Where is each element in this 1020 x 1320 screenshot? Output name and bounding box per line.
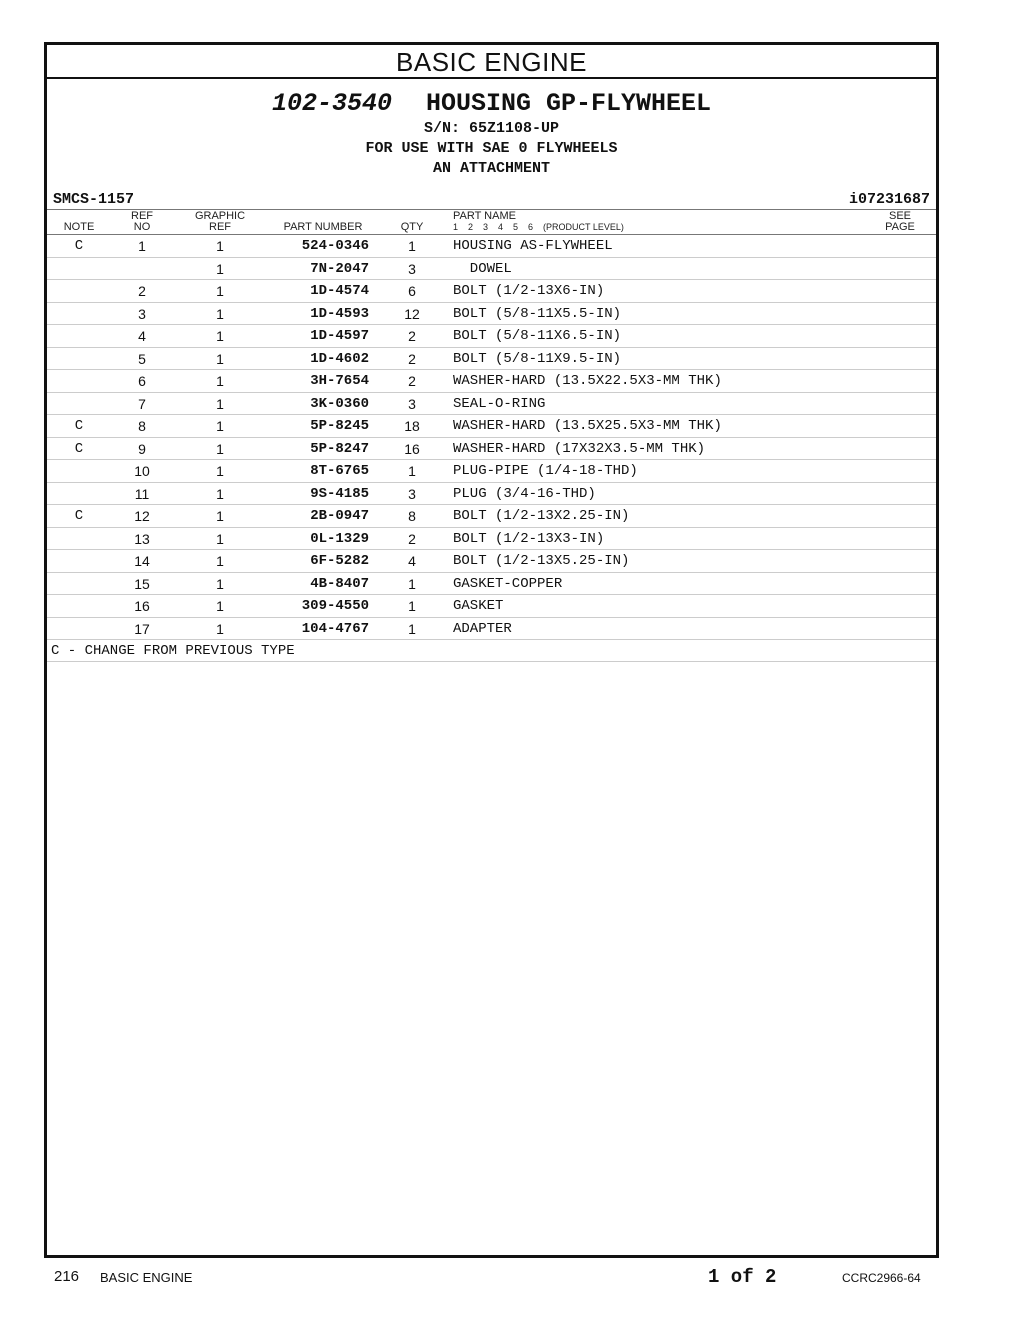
table-header [47,210,936,235]
row-part-name: ADAPTER [453,620,512,637]
table-row [47,393,936,416]
row-qty: 18 [404,418,420,434]
table-row [47,415,936,438]
table-row [47,460,936,483]
row-part-number: 309-4550 [301,598,369,614]
row-graphic-ref: 1 [216,373,224,389]
section-title: BASIC ENGINE [47,45,936,79]
usage-note: FOR USE WITH SAE 0 FLYWHEELS [365,140,618,157]
row-graphic-ref: 1 [216,395,224,412]
row-part-number: 1D-4593 [310,305,369,322]
page-footer [0,1266,1020,1290]
row-qty: 3 [408,260,416,277]
meta-row [47,189,936,210]
row-part-name: BOLT (5/8-11X6.5-IN) [453,328,622,344]
row-note: C [74,418,84,434]
group-type: AN ATTACHMENT [432,160,551,177]
row-ref-no: 12 [134,508,150,524]
row-part-number: 1D-4597 [310,328,369,344]
row-part-number: 1D-4602 [310,350,369,367]
table-row [47,303,936,326]
ident-code: i07231687 [848,191,930,208]
row-part-number: 5P-8245 [310,418,369,434]
group-name: HOUSING GP-FLYWHEEL [425,89,712,118]
table-row [47,505,936,528]
row-part-number: 104-4767 [301,620,369,637]
row-note: C [74,238,84,254]
row-graphic-ref: 1 [216,328,224,344]
row-ref-no: 6 [138,373,146,389]
row-ref-no: 13 [134,530,150,547]
col-graphic-top: GRAPHIC [194,210,246,222]
row-graphic-ref: 1 [216,305,224,322]
serial-number: S/N: 65Z1108-UP [423,120,560,137]
col-product-levels: 1 2 3 4 5 6 (PRODUCT LEVEL) [453,222,624,232]
row-part-name: BOLT (1/2-13X6-IN) [453,283,605,299]
row-part-name: BOLT (1/2-13X3-IN) [453,530,605,547]
row-graphic-ref: 1 [216,418,224,434]
footer-section: BASIC ENGINE [100,1270,193,1285]
row-part-number: 524-0346 [301,238,369,254]
col-ref-top: REF [131,210,153,222]
table-row [47,280,936,303]
row-graphic-ref: 1 [216,350,224,367]
row-qty: 2 [408,530,416,547]
table-row [47,235,936,258]
table-row [47,325,936,348]
row-part-number: 6F-5282 [310,553,369,569]
row-ref-no: 3 [138,305,146,322]
row-ref-no: 8 [138,418,146,434]
row-qty: 4 [408,553,416,569]
row-part-number: 4B-8407 [310,575,369,592]
row-ref-no: 9 [138,440,146,457]
row-part-name: HOUSING AS-FLYWHEEL [453,238,613,254]
row-qty: 12 [404,305,420,322]
row-part-name: WASHER-HARD (13.5X22.5X3-MM THK) [453,373,722,389]
row-graphic-ref: 1 [216,238,224,254]
row-ref-no: 4 [138,328,146,344]
table-row [47,618,936,641]
row-part-name: BOLT (1/2-13X5.25-IN) [453,553,630,569]
row-ref-no: 11 [134,485,150,502]
row-graphic-ref: 1 [216,620,224,637]
group-title [47,89,936,119]
row-qty: 1 [408,598,416,614]
row-qty: 1 [408,238,416,254]
row-note: C [74,508,84,524]
footnote-row [47,640,936,662]
row-part-name: BOLT (1/2-13X2.25-IN) [453,508,630,524]
row-graphic-ref: 1 [216,575,224,592]
row-part-name: WASHER-HARD (17X32X3.5-MM THK) [453,440,706,457]
row-ref-no: 2 [138,283,146,299]
row-ref-no: 15 [134,575,150,592]
row-graphic-ref: 1 [216,553,224,569]
row-ref-no: 16 [134,598,150,614]
row-part-name: GASKET-COPPER [453,575,563,592]
group-header [47,79,936,179]
row-qty: 2 [408,328,416,344]
row-qty: 3 [408,395,416,412]
row-qty: 8 [408,508,416,524]
row-qty: 6 [408,283,416,299]
col-part-number: PART NUMBER [283,221,363,233]
row-note: C [74,440,84,457]
row-graphic-ref: 1 [216,463,224,479]
row-part-number: 7N-2047 [310,260,369,277]
table-row [47,258,936,281]
row-part-number: 8T-6765 [310,463,369,479]
row-graphic-ref: 1 [216,260,224,277]
row-part-number: 3H-7654 [310,373,369,389]
col-qty: QTY [400,221,424,233]
table-row [47,438,936,461]
row-ref-no: 14 [134,553,150,569]
row-part-name: PLUG (3/4-16-THD) [453,485,596,502]
page-number: 216 [54,1268,80,1285]
col-ref-bottom: NO [133,221,151,233]
row-qty: 1 [408,463,416,479]
row-graphic-ref: 1 [216,530,224,547]
row-qty: 16 [404,440,420,457]
row-part-name: PLUG-PIPE (1/4-18-THD) [453,463,638,479]
row-ref-no: 5 [138,350,146,367]
row-qty: 3 [408,485,416,502]
row-part-name: WASHER-HARD (13.5X25.5X3-MM THK) [453,418,722,434]
table-row [47,483,936,506]
row-qty: 1 [408,620,416,637]
table-row [47,550,936,573]
row-graphic-ref: 1 [216,283,224,299]
row-part-number: 5P-8247 [310,440,369,457]
row-graphic-ref: 1 [216,508,224,524]
row-graphic-ref: 1 [216,485,224,502]
row-part-number: 2B-0947 [310,508,369,524]
row-qty: 1 [408,575,416,592]
col-see-top: SEE [888,210,911,222]
row-ref-no: 17 [134,620,150,637]
row-part-name: SEAL-O-RING [453,395,546,412]
row-part-number: 9S-4185 [310,485,369,502]
row-part-name: BOLT (5/8-11X5.5-IN) [453,305,622,322]
smcs-code: SMCS-1157 [53,191,135,208]
row-ref-no: 1 [138,238,146,254]
row-qty: 2 [408,373,416,389]
doc-code: CCRC2966-64 [842,1271,921,1285]
table-row [47,573,936,596]
table-row [47,370,936,393]
table-row [47,595,936,618]
group-part-number: 102-3540 [271,89,392,118]
row-part-name: BOLT (5/8-11X9.5-IN) [453,350,622,367]
row-part-number: 1D-4574 [310,283,369,299]
row-part-name: GASKET [453,598,504,614]
row-ref-no: 10 [134,463,150,479]
row-graphic-ref: 1 [216,598,224,614]
col-part-name: PART NAME [453,210,516,222]
row-part-number: 3K-0360 [310,395,369,412]
page-of: 1 of 2 [708,1266,777,1288]
table-row [47,528,936,551]
col-note: NOTE [63,221,95,233]
col-see-bottom: PAGE [885,221,915,233]
parts-page-frame [44,42,939,1258]
row-part-name: DOWEL [453,260,512,277]
row-part-number: 0L-1329 [310,530,369,547]
table-row [47,348,936,371]
parts-table [47,235,936,640]
row-qty: 2 [408,350,416,367]
row-ref-no: 7 [138,395,146,412]
footnote: C - CHANGE FROM PREVIOUS TYPE [51,643,295,659]
col-graphic-bottom: REF [209,221,231,233]
row-graphic-ref: 1 [216,440,224,457]
